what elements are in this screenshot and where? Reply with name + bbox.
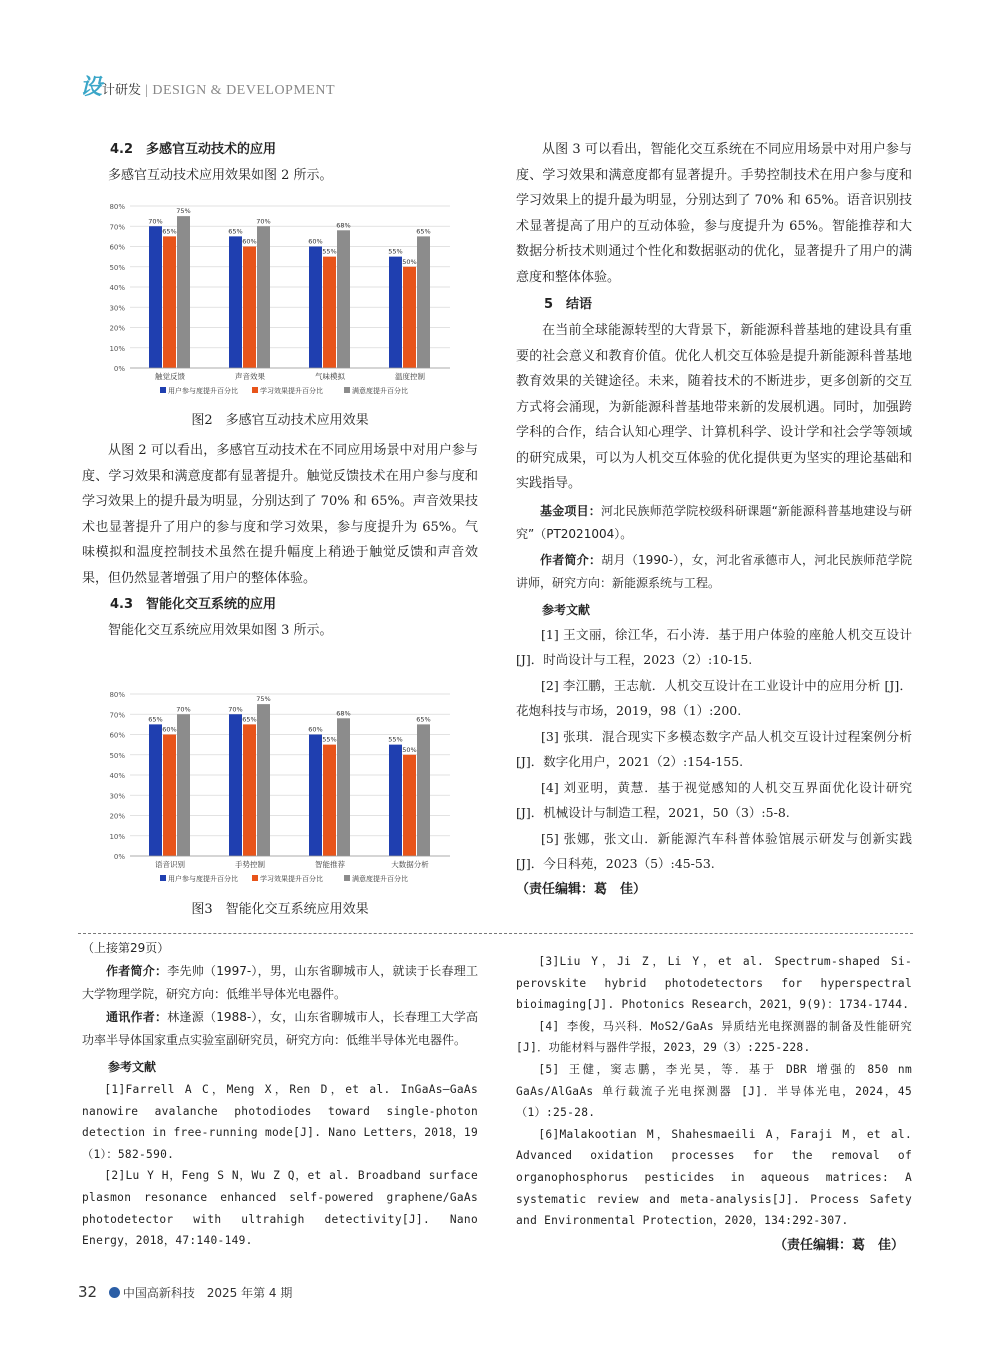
author-note bbox=[82, 960, 478, 1006]
paragraph: 智能化交互系统应用效果如图 3 所示。 bbox=[108, 623, 333, 638]
y-tick-label: 70% bbox=[109, 711, 125, 720]
legend-swatch bbox=[344, 875, 350, 881]
x-tick-label: 气味模拟 bbox=[315, 372, 345, 381]
data-label: 60% bbox=[308, 237, 323, 246]
author-text: 胡月（1990-），女，河北省承德市人，河北民族师范学院讲师，研究方向：新能源系统与工程。 bbox=[516, 552, 912, 590]
data-label: 70% bbox=[148, 217, 163, 226]
bar bbox=[323, 257, 336, 368]
x-tick-label: 语音识别 bbox=[155, 860, 185, 869]
reference-item: [3]Liu Y，Ji Z，Li Y，et al. Spectrum-shaped Si-perovskite hybrid photodetectors for hyperspectral bioimaging[J]. Photonics Research，2021，9(9)：1734-1744. bbox=[516, 955, 912, 1012]
figure-3-chart bbox=[100, 686, 460, 896]
y-tick-label: 50% bbox=[109, 263, 125, 272]
data-label: 75% bbox=[256, 695, 271, 704]
editor-note: （责任编辑：葛 佳） bbox=[516, 881, 647, 897]
data-label: 55% bbox=[388, 247, 403, 256]
references-title: 参考文献 bbox=[542, 602, 591, 617]
left-column bbox=[82, 137, 478, 189]
y-tick-label: 30% bbox=[109, 304, 125, 313]
bar bbox=[163, 236, 176, 368]
data-label: 68% bbox=[336, 709, 351, 718]
data-label: 65% bbox=[416, 227, 431, 236]
legend-swatch bbox=[344, 387, 350, 393]
bar bbox=[389, 257, 402, 368]
header-title: 计研发 bbox=[102, 83, 142, 98]
references-title: 参考文献 bbox=[108, 1060, 157, 1074]
bar bbox=[323, 745, 336, 856]
journal-logo-icon bbox=[109, 1287, 120, 1298]
reference-item: [2] 李江鹏，王志航．人机交互设计在工业设计中的应用分析 [J]．花炮科技与市场，2019，98（1）:200. bbox=[516, 677, 912, 718]
journal-issue: 2025 年第 4 期 bbox=[206, 1286, 293, 1300]
data-label: 50% bbox=[402, 745, 417, 754]
header-separator: | bbox=[141, 83, 153, 98]
bar bbox=[389, 745, 402, 856]
y-tick-label: 70% bbox=[109, 223, 125, 232]
right-column bbox=[516, 137, 912, 902]
author-note bbox=[516, 549, 912, 595]
bar bbox=[417, 724, 430, 856]
reference-item: [1]Farrell A C，Meng X，Ren D，et al. InGaAs–GaAs nanowire avalanche photodiodes toward single-photon detection in free-running mode[J]. Nano Letters，2018，19（1）：582-590. bbox=[82, 1083, 478, 1161]
section-heading-4-2: 4.2 多感官互动技术的应用 bbox=[110, 142, 277, 157]
bar bbox=[309, 735, 322, 857]
bar bbox=[257, 226, 270, 368]
paragraph: 在当前全球能源转型的大背景下，新能源科普基地的建设具有重要的社会意义和教育价值。优化人机交互体验是提升新能源科普基地教育效果的关键途径。未来，随着技术的不断进步，更多创新的交互方式将会涌现，为新能源科普基地带来新的发展机遇。同时，加强跨学科的合作，结合认知心理学、计算机科学、设计学和社会学等领域的研究成果，可以为人机交互体验的优化提供更为坚实的理论基础和实践指导。 bbox=[516, 323, 912, 491]
data-label: 65% bbox=[228, 227, 243, 236]
author-label: 作者简介： bbox=[106, 964, 168, 978]
section-heading-5: 5 结语 bbox=[544, 297, 593, 312]
bar bbox=[257, 704, 270, 856]
section-heading-4-3: 4.3 智能化交互系统的应用 bbox=[110, 597, 277, 612]
y-tick-label: 40% bbox=[109, 284, 125, 292]
x-tick-label: 大数据分析 bbox=[391, 860, 429, 869]
reference-item: [4] 李俊，马兴科．MoS2/GaAs 异质结光电探测器的制备及性能研究 [J]．功能材料与器件学报，2023，29（3）:225-228. bbox=[516, 1019, 912, 1055]
x-tick-label: 智能推荐 bbox=[315, 860, 345, 869]
figure-3-caption: 图3 智能化交互系统应用效果 bbox=[191, 902, 369, 917]
paragraph: 从图 2 可以看出，多感官互动技术在不同应用场景中对用户参与度、学习效果和满意度都有显著提升。触觉反馈技术在用户参与度和学习效果上的提升最为明显，分别达到了 70% 和 65%。声音效果技术也显著提升了用户的参与度和学习效果，参与度提升为 65%。气味模拟和温度控制技术虽然在提升幅度上稍逊于触觉反馈和声音效果，但仍然显著增强了用户的整体体验。 bbox=[82, 443, 478, 586]
paragraph: 从图 3 可以看出，智能化交互系统在不同应用场景中对用户参与度、学习效果和满意度都有显著提升。手势控制技术在用户参与度和学习效果上的提升最为明显，分别达到了 70% 和 65%。语音识别技术显著提高了用户的互动体验，参与度提升为 65%。智能推荐和大数据分析技术则通过个性化和数据驱动的优化，显著提升了用户的满意度和整体体验。 bbox=[516, 142, 912, 285]
bar bbox=[229, 236, 242, 368]
figure-2-chart bbox=[100, 198, 460, 408]
reference-item: [4] 刘亚明，黄慧．基于视觉感知的人机交互界面优化设计研究 [J]．机械设计与制造工程，2021，50（3）:5-8. bbox=[516, 779, 912, 820]
reference-item: [5] 王健，窦志鹏，李光昊，等．基于 DBR 增强的 850 nm GaAs/AlGaAs 单行载流子光电探测器 [J]．半导体光电，2024，45（1）:25-28. bbox=[516, 1062, 912, 1120]
bar bbox=[243, 724, 256, 856]
bar bbox=[149, 724, 162, 856]
y-tick-label: 60% bbox=[109, 731, 125, 740]
data-label: 65% bbox=[148, 715, 163, 724]
bar bbox=[149, 226, 162, 368]
header-logo-char: 设 bbox=[80, 75, 103, 100]
data-label: 65% bbox=[416, 715, 431, 724]
y-tick-label: 20% bbox=[109, 812, 125, 821]
author-text: 李先帅（1997-），男，山东省聊城市人，就读于长春理工大学物理学院，研究方向：低维半导体光电器件。 bbox=[82, 964, 478, 1001]
y-tick-label: 10% bbox=[109, 832, 125, 841]
y-tick-label: 50% bbox=[109, 751, 125, 760]
data-label: 60% bbox=[242, 237, 257, 246]
legend-label: 用户参与度提升百分比 bbox=[168, 387, 238, 395]
journal-name: 中国高新科技 bbox=[122, 1286, 195, 1300]
bar bbox=[417, 236, 430, 368]
bottom-right-column bbox=[516, 951, 912, 1253]
data-label: 68% bbox=[336, 221, 351, 230]
bar bbox=[337, 230, 350, 368]
data-label: 65% bbox=[162, 227, 177, 236]
data-label: 65% bbox=[242, 715, 257, 724]
reference-item: [6]Malakootian M，Shahesmaeili A，Faraji M，et al. Advanced oxidation processes for the removal of organophosphorus pesticides in aqueous matrices: A systematic review and meta-analysis[J]. Process Safety and Environmental Protection，2020，134:292-307. bbox=[516, 1127, 912, 1228]
x-tick-label: 温度控制 bbox=[395, 372, 425, 381]
data-label: 75% bbox=[176, 207, 191, 216]
y-tick-label: 0% bbox=[113, 365, 125, 373]
fund-label: 基金项目： bbox=[540, 503, 601, 518]
bar bbox=[177, 714, 190, 856]
paragraph: 多感官互动技术应用效果如图 2 所示。 bbox=[108, 168, 333, 183]
left-column-lower bbox=[82, 438, 478, 644]
bar bbox=[229, 714, 242, 856]
fund-text: 河北民族师范学院校级科研课题“新能源科普基地建设与研究”（PT2021004）。 bbox=[516, 503, 912, 541]
fund-note bbox=[516, 500, 912, 546]
y-tick-label: 20% bbox=[109, 324, 125, 333]
legend-swatch bbox=[252, 387, 258, 393]
bar bbox=[163, 735, 176, 857]
corresponding-text: 林逢源（1988-），女，山东省聊城市人，长春理工大学高功率半导体国家重点实验室副研究员，研究方向：低维半导体光电器件。 bbox=[82, 1010, 478, 1047]
bar bbox=[403, 267, 416, 368]
y-tick-label: 80% bbox=[109, 203, 125, 211]
bar bbox=[177, 216, 190, 368]
corresponding-author-note bbox=[82, 1006, 478, 1052]
legend-swatch bbox=[160, 875, 166, 881]
bar bbox=[309, 247, 322, 369]
legend-label: 学习效果提升百分比 bbox=[260, 875, 323, 883]
data-label: 55% bbox=[322, 735, 337, 744]
data-label: 60% bbox=[162, 725, 177, 734]
bar bbox=[403, 755, 416, 856]
legend-swatch bbox=[160, 387, 166, 393]
data-label: 60% bbox=[308, 725, 323, 734]
legend-label: 满意度提升百分比 bbox=[352, 387, 408, 395]
x-tick-label: 触觉反馈 bbox=[155, 372, 185, 381]
bar bbox=[243, 247, 256, 369]
y-tick-label: 30% bbox=[109, 792, 125, 801]
bottom-left-column bbox=[82, 937, 478, 1252]
y-tick-label: 0% bbox=[113, 853, 125, 861]
corresponding-label: 通讯作者： bbox=[106, 1010, 168, 1024]
data-label: 50% bbox=[402, 257, 417, 266]
running-header bbox=[80, 70, 480, 100]
continued-note: （上接第29页） bbox=[82, 941, 170, 955]
bar bbox=[337, 718, 350, 856]
legend-label: 满意度提升百分比 bbox=[352, 875, 408, 883]
data-label: 55% bbox=[388, 735, 403, 744]
y-tick-label: 80% bbox=[109, 691, 125, 699]
page-footer bbox=[78, 1283, 292, 1301]
figure-2-caption: 图2 多感官互动技术应用效果 bbox=[191, 413, 369, 428]
author-label: 作者简介： bbox=[540, 552, 602, 567]
section-divider bbox=[78, 933, 913, 934]
legend-swatch bbox=[252, 875, 258, 881]
reference-item: [2]Lu Y H，Feng S N，Wu Z Q，et al. Broadband surface plasmon resonance enhanced self-powered graphene/GaAs photodetector with ultrahigh detectivity[J]. Nano Energy，2018，47:140-149. bbox=[82, 1169, 478, 1248]
reference-item: [3] 张琪．混合现实下多模态数字产品人机交互设计过程案例分析 [J]．数字化用户，2021（2）:154-155. bbox=[516, 728, 912, 769]
editor-note: （责任编辑：葛 佳） bbox=[773, 1237, 904, 1253]
data-label: 70% bbox=[228, 705, 243, 714]
x-tick-label: 手势控制 bbox=[235, 860, 265, 869]
y-tick-label: 40% bbox=[109, 772, 125, 780]
y-tick-label: 60% bbox=[109, 243, 125, 252]
data-label: 70% bbox=[256, 217, 271, 226]
y-tick-label: 10% bbox=[109, 344, 125, 353]
data-label: 55% bbox=[322, 247, 337, 256]
reference-item: [5] 张娜，张文山．新能源汽车科普体验馆展示研发与创新实践 [J]．今日科苑，2023（5）:45-53. bbox=[516, 830, 912, 871]
page-number: 32 bbox=[78, 1283, 98, 1301]
legend-label: 学习效果提升百分比 bbox=[260, 387, 323, 395]
data-label: 70% bbox=[176, 705, 191, 714]
reference-item: [1] 王文丽，徐江华，石小涛．基于用户体验的座舱人机交互设计 [J]．时尚设计与工程，2023（2）:10-15. bbox=[516, 626, 912, 667]
header-english: DESIGN & DEVELOPMENT bbox=[152, 83, 335, 98]
x-tick-label: 声音效果 bbox=[235, 372, 265, 381]
legend-label: 用户参与度提升百分比 bbox=[168, 875, 238, 883]
